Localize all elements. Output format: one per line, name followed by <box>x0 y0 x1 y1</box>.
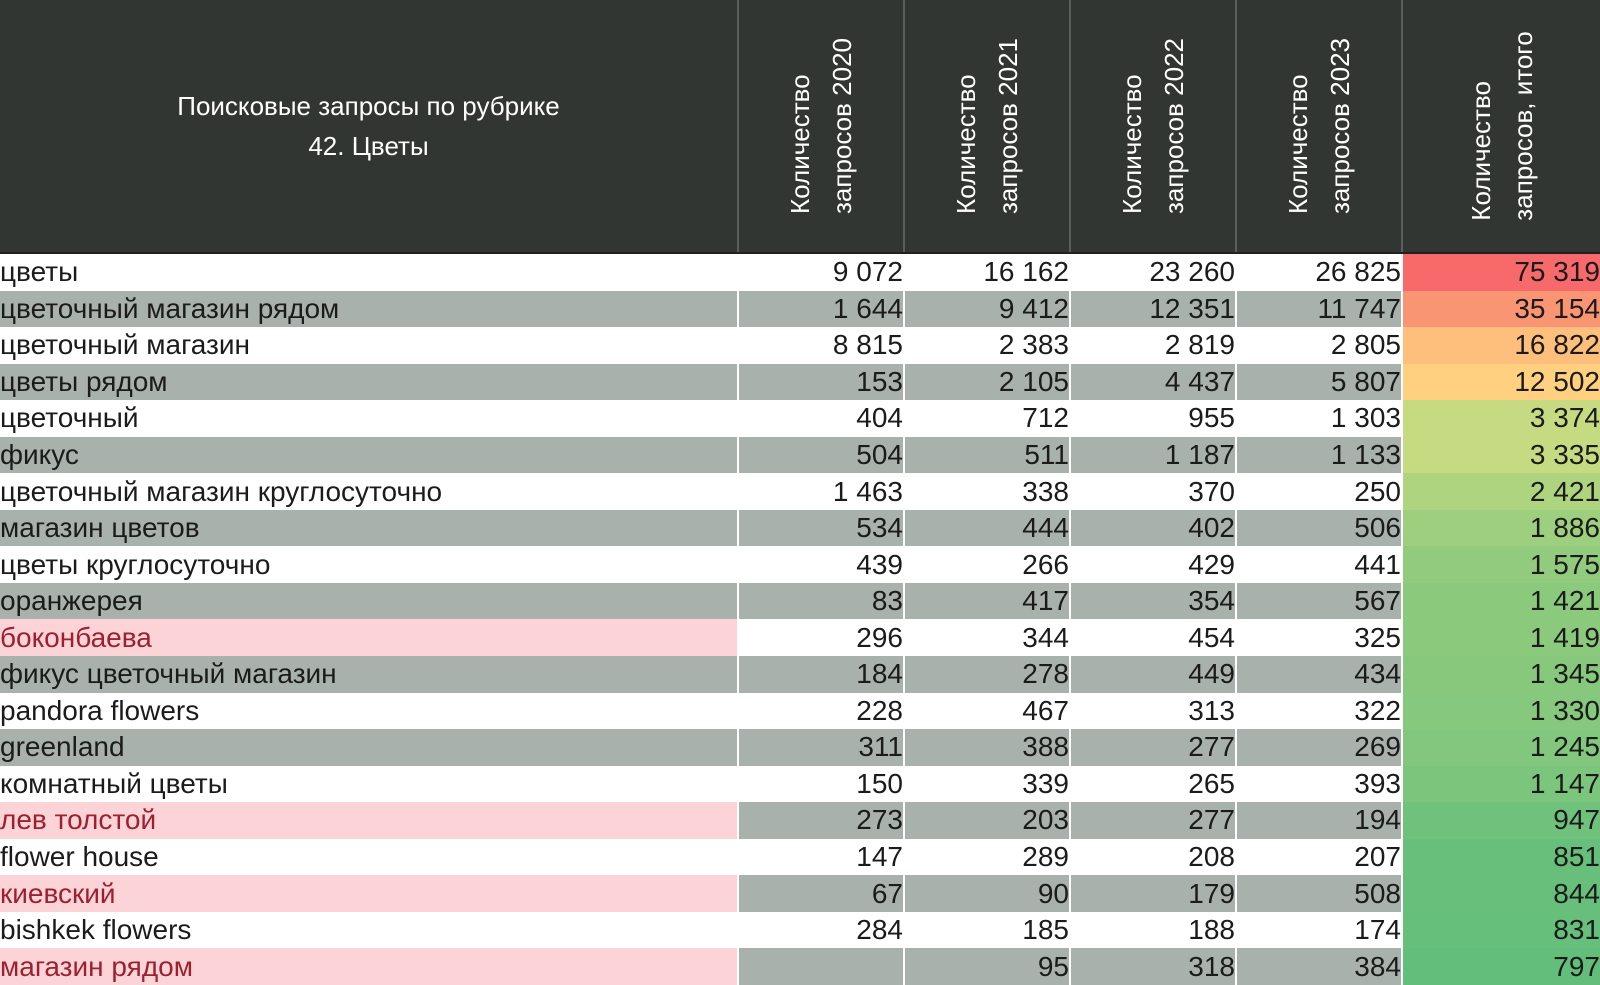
query-count-total: 3 374 <box>1402 400 1600 437</box>
query-count-2020: 8 815 <box>738 327 904 364</box>
query-count-2022: 354 <box>1070 583 1236 620</box>
query-count-2020: 439 <box>738 546 904 583</box>
query-count-2023: 194 <box>1236 802 1402 839</box>
query-count-2021: 2 105 <box>904 364 1070 401</box>
query-count-total: 1 419 <box>1402 619 1600 656</box>
query-count-2021: 388 <box>904 729 1070 766</box>
query-name: цветы рядом <box>0 364 738 401</box>
query-count-total: 1 886 <box>1402 510 1600 547</box>
table-row <box>0 253 1600 291</box>
table-row <box>0 546 1600 583</box>
query-count-2020: 273 <box>738 802 904 839</box>
query-count-total: 1 345 <box>1402 656 1600 693</box>
query-name: цветочный магазин <box>0 327 738 364</box>
col-header-2021-line-2: запросов 2021 <box>993 37 1023 215</box>
query-name: flower house <box>0 839 738 876</box>
table-row <box>0 656 1600 693</box>
query-count-2022: 277 <box>1070 729 1236 766</box>
query-count-2022: 4 437 <box>1070 364 1236 401</box>
table-title-line-2: 42. Цветы <box>308 131 429 161</box>
query-name: цветочный магазин рядом <box>0 291 738 328</box>
query-count-2022: 188 <box>1070 912 1236 949</box>
query-count-2021: 467 <box>904 693 1070 730</box>
query-count-2020: 1 644 <box>738 291 904 328</box>
query-count-2022: 318 <box>1070 948 1236 985</box>
query-count-2020: 150 <box>738 766 904 803</box>
query-count-2023: 322 <box>1236 693 1402 730</box>
col-header-2022 <box>1070 0 1236 253</box>
query-count-2022: 1 187 <box>1070 437 1236 474</box>
query-count-2020: 67 <box>738 875 904 912</box>
col-header-2022-line-2: запросов 2022 <box>1159 37 1189 215</box>
query-count-total: 851 <box>1402 839 1600 876</box>
query-count-2023: 1 133 <box>1236 437 1402 474</box>
query-count-2021: 266 <box>904 546 1070 583</box>
query-count-2023: 174 <box>1236 912 1402 949</box>
table-row <box>0 364 1600 401</box>
col-header-total-line-1: Количество <box>1465 81 1496 221</box>
query-name: bishkek flowers <box>0 912 738 949</box>
query-name: киевский <box>0 875 738 912</box>
table-row <box>0 510 1600 547</box>
table-row <box>0 400 1600 437</box>
query-count-2020: 228 <box>738 693 904 730</box>
query-count-2023: 1 303 <box>1236 400 1402 437</box>
query-count-2020: 147 <box>738 839 904 876</box>
query-count-2022: 179 <box>1070 875 1236 912</box>
query-count-2023: 11 747 <box>1236 291 1402 328</box>
table-row <box>0 875 1600 912</box>
query-count-2023: 5 807 <box>1236 364 1402 401</box>
table-row <box>0 729 1600 766</box>
col-header-2021-line-1: Количество <box>951 74 981 215</box>
query-count-2021: 289 <box>904 839 1070 876</box>
query-count-2023: 269 <box>1236 729 1402 766</box>
col-header-2020-line-2: запросов 2020 <box>827 37 857 215</box>
query-count-2021: 339 <box>904 766 1070 803</box>
query-count-2021: 338 <box>904 473 1070 510</box>
query-name: цветочный магазин круглосуточно <box>0 473 738 510</box>
query-count-2020: 184 <box>738 656 904 693</box>
query-name: greenland <box>0 729 738 766</box>
query-name: комнатный цветы <box>0 766 738 803</box>
query-count-total: 1 330 <box>1402 693 1600 730</box>
query-count-2021: 511 <box>904 437 1070 474</box>
header-row <box>0 0 1600 253</box>
query-count-2023: 384 <box>1236 948 1402 985</box>
table-row <box>0 619 1600 656</box>
query-count-2023: 567 <box>1236 583 1402 620</box>
col-header-2022-line-1: Количество <box>1117 74 1147 215</box>
query-count-2021: 344 <box>904 619 1070 656</box>
col-header-2023-line-2: запросов 2023 <box>1325 37 1355 215</box>
query-count-2021: 712 <box>904 400 1070 437</box>
query-count-2023: 506 <box>1236 510 1402 547</box>
table-row <box>0 802 1600 839</box>
query-count-2020: 504 <box>738 437 904 474</box>
query-count-2023: 250 <box>1236 473 1402 510</box>
query-count-2023: 434 <box>1236 656 1402 693</box>
query-count-2021: 417 <box>904 583 1070 620</box>
query-count-2020: 404 <box>738 400 904 437</box>
query-count-total: 947 <box>1402 802 1600 839</box>
table-title <box>0 0 738 253</box>
col-header-2020-line-1: Количество <box>785 74 815 215</box>
query-count-2021: 278 <box>904 656 1070 693</box>
query-count-2020: 534 <box>738 510 904 547</box>
table-row <box>0 327 1600 364</box>
query-count-2021: 203 <box>904 802 1070 839</box>
query-count-2020: 9 072 <box>738 253 904 291</box>
query-count-2023: 26 825 <box>1236 253 1402 291</box>
query-count-total: 1 421 <box>1402 583 1600 620</box>
query-count-2022: 370 <box>1070 473 1236 510</box>
table-row <box>0 766 1600 803</box>
col-header-2021 <box>904 0 1070 253</box>
query-count-2023: 2 805 <box>1236 327 1402 364</box>
query-count-2021: 90 <box>904 875 1070 912</box>
query-name: фикус цветочный магазин <box>0 656 738 693</box>
query-count-2020: 311 <box>738 729 904 766</box>
query-count-2022: 2 819 <box>1070 327 1236 364</box>
query-count-2020: 296 <box>738 619 904 656</box>
query-count-total: 1 147 <box>1402 766 1600 803</box>
query-name: фикус <box>0 437 738 474</box>
query-count-total: 797 <box>1402 948 1600 985</box>
query-count-2021: 9 412 <box>904 291 1070 328</box>
query-count-2021: 185 <box>904 912 1070 949</box>
query-name: цветочный <box>0 400 738 437</box>
query-name: лев толстой <box>0 802 738 839</box>
query-count-2022: 23 260 <box>1070 253 1236 291</box>
query-name: магазин цветов <box>0 510 738 547</box>
col-header-2023 <box>1236 0 1402 253</box>
col-header-total-line-2: запросов, итого <box>1507 31 1538 221</box>
table-row <box>0 839 1600 876</box>
query-name: pandora flowers <box>0 693 738 730</box>
query-name: цветы круглосуточно <box>0 546 738 583</box>
query-count-2023: 207 <box>1236 839 1402 876</box>
query-count-total: 831 <box>1402 912 1600 949</box>
query-count-2021: 16 162 <box>904 253 1070 291</box>
query-count-2023: 508 <box>1236 875 1402 912</box>
query-count-2021: 95 <box>904 948 1070 985</box>
query-count-2022: 313 <box>1070 693 1236 730</box>
table-row <box>0 437 1600 474</box>
table-row <box>0 912 1600 949</box>
query-count-2022: 277 <box>1070 802 1236 839</box>
table-title-line-1: Поисковые запросы по рубрике <box>177 91 560 121</box>
table-row <box>0 948 1600 985</box>
query-count-total: 12 502 <box>1402 364 1600 401</box>
query-count-2020: 83 <box>738 583 904 620</box>
col-header-2020 <box>738 0 904 253</box>
col-header-2023-line-1: Количество <box>1283 74 1313 215</box>
query-count-total: 2 421 <box>1402 473 1600 510</box>
table-row <box>0 693 1600 730</box>
table-body <box>0 253 1600 985</box>
query-count-2022: 265 <box>1070 766 1236 803</box>
table-row <box>0 291 1600 328</box>
query-count-2022: 12 351 <box>1070 291 1236 328</box>
query-count-2020: 153 <box>738 364 904 401</box>
query-name: магазин рядом <box>0 948 738 985</box>
query-count-total: 35 154 <box>1402 291 1600 328</box>
query-count-2022: 449 <box>1070 656 1236 693</box>
query-count-2021: 444 <box>904 510 1070 547</box>
query-name: боконбаева <box>0 619 738 656</box>
query-count-2022: 454 <box>1070 619 1236 656</box>
query-count-2023: 441 <box>1236 546 1402 583</box>
query-count-2022: 429 <box>1070 546 1236 583</box>
query-count-2021: 2 383 <box>904 327 1070 364</box>
col-header-total <box>1402 0 1600 253</box>
query-count-total: 1 575 <box>1402 546 1600 583</box>
table-row <box>0 473 1600 510</box>
query-name: цветы <box>0 253 738 291</box>
query-count-2023: 325 <box>1236 619 1402 656</box>
query-name: оранжерея <box>0 583 738 620</box>
query-count-2022: 208 <box>1070 839 1236 876</box>
query-count-total: 75 319 <box>1402 253 1600 291</box>
table-row <box>0 583 1600 620</box>
query-count-total: 1 245 <box>1402 729 1600 766</box>
query-count-2020 <box>738 948 904 985</box>
query-count-2023: 393 <box>1236 766 1402 803</box>
query-count-2020: 284 <box>738 912 904 949</box>
query-count-total: 16 822 <box>1402 327 1600 364</box>
query-count-total: 3 335 <box>1402 437 1600 474</box>
query-count-2022: 402 <box>1070 510 1236 547</box>
query-count-2020: 1 463 <box>738 473 904 510</box>
query-count-2022: 955 <box>1070 400 1236 437</box>
query-count-total: 844 <box>1402 875 1600 912</box>
